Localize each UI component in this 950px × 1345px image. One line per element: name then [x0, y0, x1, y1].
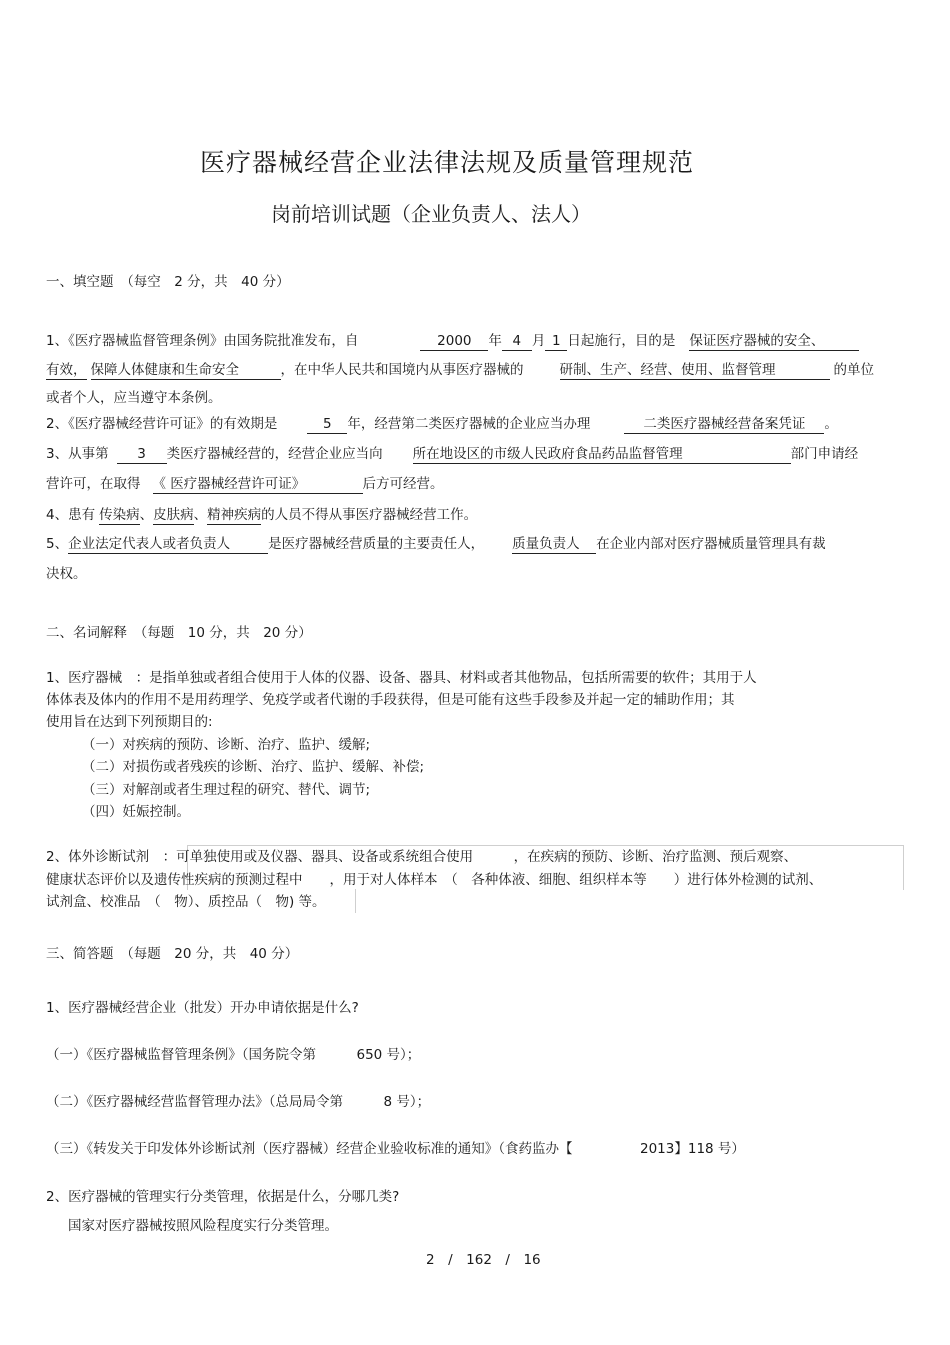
answer-text: 国家对医疗器械按照风险程度实行分类管理。: [68, 1218, 338, 1234]
page-footer: 2 / 162 / 16: [426, 1252, 541, 1268]
answer-blank: 传染病: [99, 507, 140, 523]
page-subtitle: 岗前培训试题（企业负责人、法人）: [271, 202, 591, 226]
answer-item: （三）《转发关于印发体外诊断试剂（医疗器械）经营企业验收标准的通知》（食药监办【 2013】118 号）: [46, 1141, 745, 1157]
answer-blank: 保障人体健康和生命安全: [91, 362, 281, 380]
answer-item: （二）《医疗器械经营监督管理办法》（总局局令第 8 号）；: [46, 1094, 431, 1110]
answer-blank: 企业法定代表人或者负责人: [68, 536, 268, 554]
q1-line1: 1、《医疗器械监督管理条例》由国务院批准发布，自 2000 年 4 月 1 日起施行，目的是 保证医疗器械的安全、: [46, 332, 859, 351]
q3-line1: 3、从事第 3 类医疗器械经营的，经营企业应当向 所在地设区的市级人民政府食品药品监督管理 部门申请经: [46, 446, 859, 462]
q5-line1: 5、企业法定代表人或者负责人 是医疗器械经营质量的主要责任人， 质量负责人 在企业内部对医疗器械质量管理具有裁: [46, 536, 826, 552]
definition2-frame-edge: [355, 889, 356, 913]
q3-line2: 营许可，在取得 《 医疗器械经营许可证》 后方可经营。: [46, 476, 444, 492]
short-question-1: 1、医疗器械经营企业（批发）开办申请依据是什么?: [46, 1000, 359, 1016]
answer-blank: 2000: [420, 333, 488, 351]
definition2-line1: 2、体外诊断试剂 ：可单独使用或及仪器、器具、设备或系统组合使用 ，在疾病的预防、诊断、治疗监测、预后观察、: [46, 849, 798, 865]
q5-line2: 决权。: [46, 566, 87, 582]
definition1-line2: 体体表及体内的作用不是用药理学、免疫学或者代谢的手段获得，但是可能有这些手段参及并起一定的辅助作用；其: [46, 692, 735, 708]
answer-blank: 研制、生产、经营、使用、监督管理: [560, 362, 830, 380]
definition1-item: （四）妊娠控制。: [82, 804, 190, 820]
answer-item: （一）《医疗器械监督管理条例》（国务院令第 650 号）；: [46, 1047, 421, 1063]
section3-heading: 三、简答题 （每题 20 分，共 40 分）: [46, 946, 299, 962]
definition1-line1: 1、医疗器械 ：是指单独或者组合使用于人体的仪器、设备、器具、材料或者其他物品，包括所需要的软件；其用于人: [46, 670, 757, 686]
answer-blank: 有效，: [46, 362, 87, 378]
q1-line3: 或者个人，应当遵守本条例。: [46, 390, 222, 406]
answer-blank: 保证医疗器械的安全、: [689, 333, 859, 351]
definition2-line3: 试剂盒、校准品 （ 物）、质控品（ 物) 等。: [46, 894, 326, 910]
definition1-item: （二）对损伤或者残疾的诊断、治疗、监护、缓解、补偿;: [82, 759, 425, 775]
answer-blank: 4: [502, 333, 532, 351]
answer-blank: 皮肤病: [153, 507, 194, 523]
answer-blank: 质量负责人: [512, 536, 596, 554]
short-question-2: 2、医疗器械的管理实行分类管理，依据是什么，分哪几类?: [46, 1189, 400, 1205]
answer-blank: 二类医疗器械经营备案凭证: [624, 416, 824, 434]
definition1-line3: 使用旨在达到下列预期目的:: [46, 714, 213, 730]
answer-blank: 1: [545, 333, 567, 351]
definition1-item: （三）对解剖或者生理过程的研究、替代、调节;: [82, 782, 371, 798]
answer-blank: 5: [307, 416, 347, 434]
answer-blank: 《 医疗器械经营许可证》: [153, 476, 363, 494]
section2-heading: 二、名词解释 （每题 10 分，共 20 分）: [46, 625, 312, 641]
page-title: 医疗器械经营企业法律法规及质量管理规范: [200, 148, 695, 177]
q1-line2: 有效， 保障人体健康和生命安全 ，在中华人民共和国境内从事医疗器械的 研制、生产、经营、使用、监督管理 的单位: [46, 362, 874, 378]
definition1-item: （一）对疾病的预防、诊断、治疗、监护、缓解;: [82, 737, 371, 753]
answer-blank: 所在地设区的市级人民政府食品药品监督管理: [413, 446, 791, 464]
section1-heading: 一、填空题 （每空 2 分，共 40 分）: [46, 274, 290, 290]
answer-blank: 3: [117, 446, 167, 464]
q2-line: 2、《医疗器械经营许可证》的有效期是 5 年，经营第二类医疗器械的企业应当办理 二类医疗器械经营备案凭证 。: [46, 416, 838, 432]
q4-line: 4、患有 传染病、皮肤病、精神疾病的人员不得从事医疗器械经营工作。: [46, 507, 478, 523]
definition2-line2: 健康状态评价以及遗传性疾病的预测过程中 ，用于对人体样本 （ 各种体液、细胞、组织样本等 ）进行体外检测的试剂、: [46, 872, 823, 888]
answer-blank: 精神疾病: [207, 507, 262, 523]
